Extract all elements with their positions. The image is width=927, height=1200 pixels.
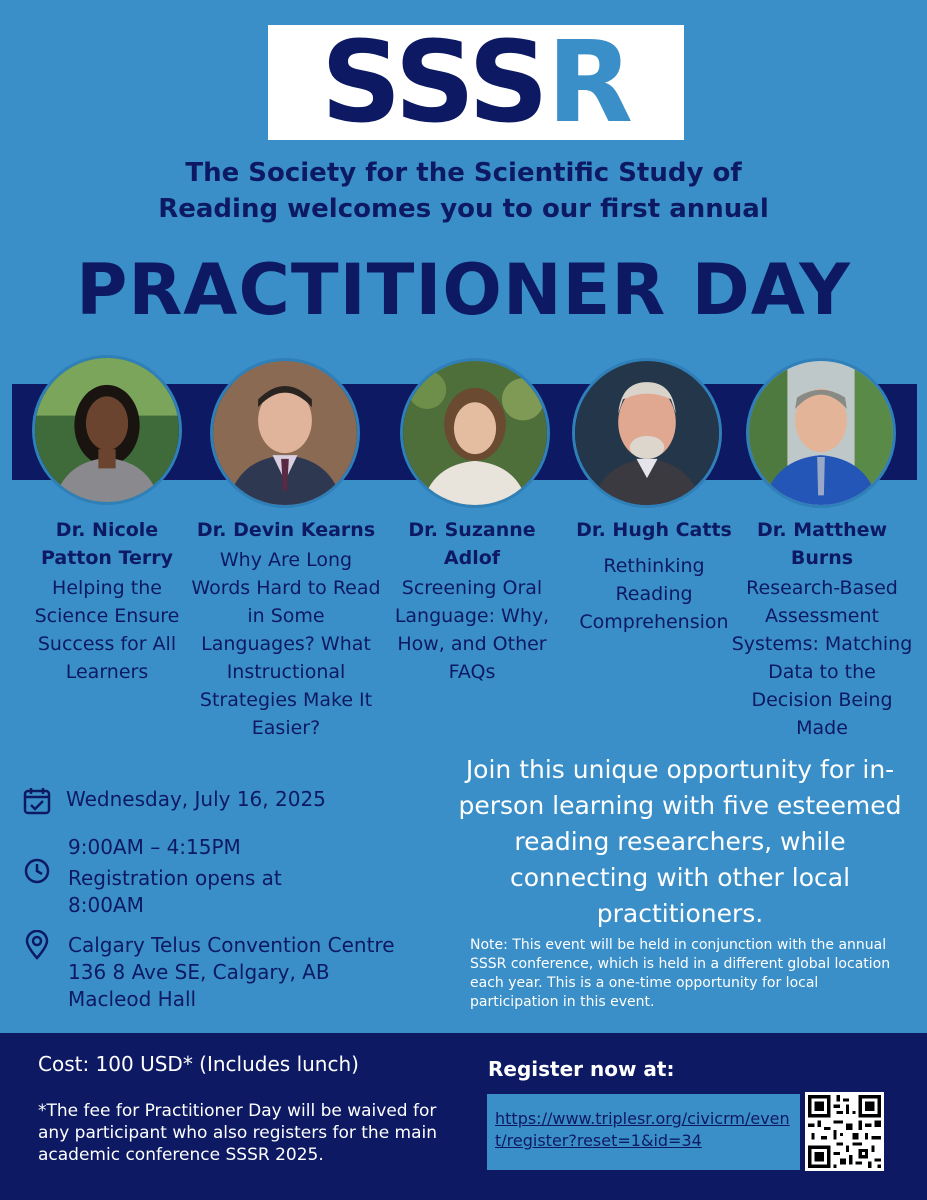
page-title: PRACTITIONER DAY: [76, 249, 851, 331]
speaker-photo-kearns: [210, 358, 360, 508]
intro-text: [40, 155, 887, 227]
venue-name: Calgary Telus Convention Centre: [68, 933, 395, 957]
fee-waiver-text: *The fee for Practitioner Day will be waived for any participant who also registers for the main academic conference SSSR 2025.: [38, 1101, 438, 1165]
talk-title: Rethinking Reading Comprehension: [579, 555, 729, 633]
speaker-name: Dr. Nicole Patton Terry: [40, 519, 174, 569]
logo-wordmark: [268, 19, 684, 147]
cost-text: Cost: 100 USD* (Includes lunch): [38, 1052, 359, 1076]
speaker-item: [730, 516, 914, 742]
intro-line-1: The Society for the Scientific Study of: [185, 158, 742, 188]
logo-text-main: SSS: [320, 18, 547, 148]
qr-code-icon[interactable]: [805, 1092, 884, 1171]
event-date: Wednesday, July 16, 2025: [66, 787, 326, 811]
talk-title: Helping the Science Ensure Success for All Learners: [34, 577, 180, 683]
venue-address: 136 8 Ave SE, Calgary, AB: [68, 960, 330, 984]
logo-text-accent: R: [546, 18, 632, 148]
speaker-name: Dr. Suzanne Adlof: [408, 519, 536, 569]
talk-title: Screening Oral Language: Why, How, and Other FAQs: [394, 577, 550, 683]
join-description: Join this unique opportunity for in-person learning with five esteemed reading researchers, while connecting with other local practitioners.: [458, 755, 902, 928]
calendar-icon: [22, 786, 52, 816]
event-time: 9:00AM – 4:15PM: [68, 835, 241, 859]
speaker-item: [562, 516, 746, 636]
registration-time: 8:00AM: [68, 893, 144, 917]
speaker-photo-adlof: [400, 358, 550, 508]
event-note: Note: This event will be held in conjunction with the annual SSSR conference, which is held in a different global location each year. This is a one-time opportunity for local participation in this event.: [470, 937, 891, 1010]
sssr-logo: [268, 18, 684, 148]
speaker-photo-burns: [746, 358, 896, 508]
intro-line-2: Reading welcomes you to our first annual: [158, 194, 769, 224]
location-pin-icon: [22, 930, 52, 960]
venue-hall: Macleod Hall: [68, 987, 197, 1011]
speaker-item: [190, 516, 382, 742]
register-url-box: [487, 1094, 800, 1170]
register-link[interactable]: https://www.triplesr.org/civicrm/event/register?reset=1&id=34: [495, 1109, 790, 1150]
speaker-photo-catts: [572, 358, 722, 508]
speaker-item: [382, 516, 562, 686]
register-label: Register now at:: [488, 1057, 675, 1081]
speaker-name: Dr. Hugh Catts: [576, 519, 732, 541]
registration-opens: Registration opens at: [68, 866, 282, 890]
speaker-name: Dr. Matthew Burns: [756, 519, 888, 569]
talk-title: Why Are Long Words Hard to Read in Some Languages? What Instructional Strategies Make It Easier?: [191, 549, 381, 739]
speaker-name: Dr. Devin Kearns: [196, 519, 376, 541]
speaker-item: [18, 516, 196, 686]
clock-icon: [22, 856, 52, 886]
speaker-photo-terry: [32, 355, 182, 505]
talk-title: Research-Based Assessment Systems: Matching Data to the Decision Being Made: [731, 577, 913, 739]
